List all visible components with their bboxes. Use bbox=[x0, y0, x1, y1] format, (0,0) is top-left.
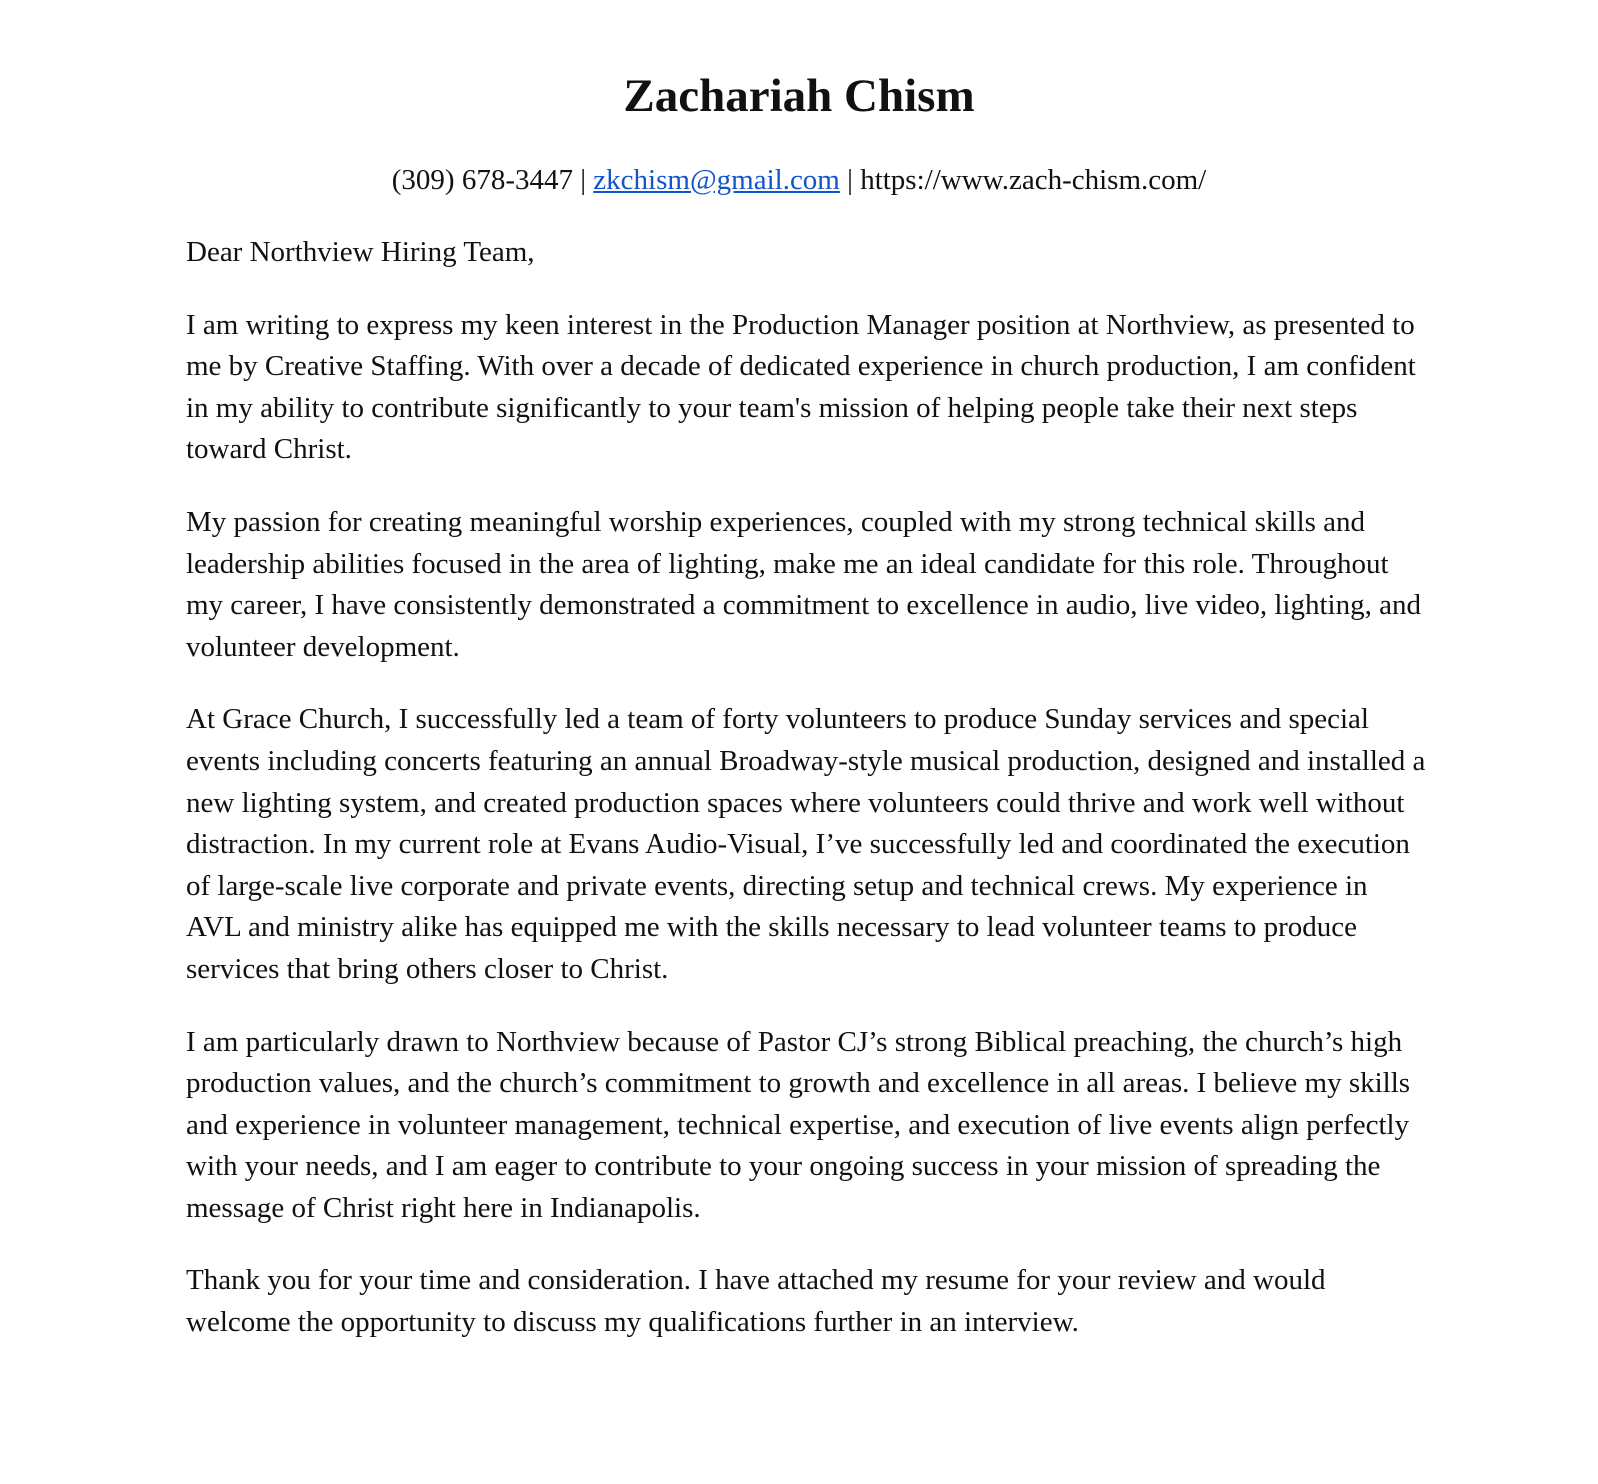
contact-line bbox=[0, 162, 1598, 198]
paragraph-motivation: I am particularly drawn to Northview because of Pastor CJ’s strong Biblical preaching, the church’s high production values, and the church’s commitment to growth and excellence in all areas. I believe my skills and experience in volunteer management, technical expertise, and execution of live events align perfectly with your needs, and I am eager to contribute to your ongoing success in your mission of spreading the message of Christ right here in Indianapolis. bbox=[186, 1025, 1411, 1224]
salutation: Dear Northview Hiring Team, bbox=[186, 236, 535, 268]
website-url: https://www.zach-chism.com/ bbox=[860, 164, 1207, 196]
applicant-name: Zachariah Chism bbox=[623, 70, 975, 122]
separator: | bbox=[839, 164, 861, 196]
paragraph-passion: My passion for creating meaningful worship experiences, coupled with my strong technical skills and leadership abilities focused in the area of lighting, make me an ideal candidate for this role. Throughout my career, I have consistently demonstrated a commitment to excellence in audio, live video, lighting, and volunteer development. bbox=[186, 505, 1421, 663]
email-link[interactable]: zkchism@gmail.com bbox=[593, 164, 840, 196]
paragraph-closing: Thank you for your time and consideration. I have attached my resume for your review and would welcome the opportunity to discuss my qualifications further in an interview. bbox=[186, 1264, 1326, 1339]
phone-number: (309) 678-3447 bbox=[391, 164, 573, 196]
letter-body bbox=[186, 232, 1426, 1375]
paragraph-intro: I am writing to express my keen interest in the Production Manager position at Northview, as presented to me by Creative Staffing. With over a decade of dedicated experience in church production, I am confident in my ability to contribute significantly to your team's mission of helping people take their next steps toward Christ. bbox=[186, 308, 1416, 466]
paragraph-experience: At Grace Church, I successfully led a team of forty volunteers to produce Sunday services and special events including concerts featuring an annual Broadway-style musical production, designed and installed a new lighting system, and created production spaces where volunteers could thrive and work well without distraction. In my current role at Evans Audio-Visual, I’ve successfully led and coordinated the execution of large-scale live corporate and private events, directing setup and technical crews. My experience in AVL and ministry alike has equipped me with the skills necessary to lead volunteer teams to produce services that bring others closer to Christ. bbox=[186, 703, 1426, 985]
separator: | bbox=[572, 164, 594, 196]
